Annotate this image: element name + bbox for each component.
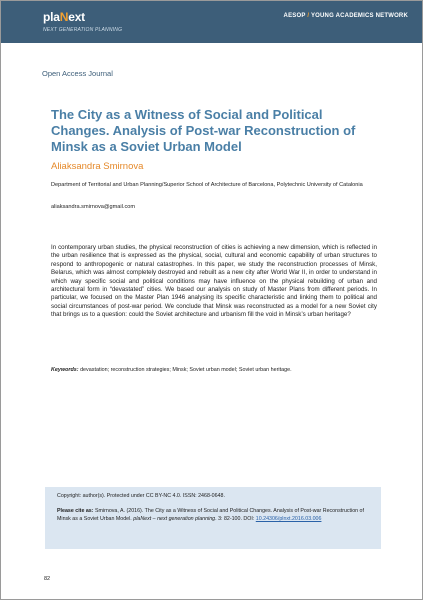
author-affiliation: Department of Territorial and Urban Planning/Superior School of Architecture of Barcelona, Polytechnic University of Catalonia	[51, 182, 363, 188]
author-email[interactable]: aliaksandra.smirnova@gmail.com	[51, 204, 136, 210]
network-separator: /	[305, 13, 311, 19]
journal-tagline: NEXT GENERATION PLANNING	[43, 27, 123, 33]
abstract: In contemporary urban studies, the physical reconstruction of cities is achieving a new dimension, which is reflected in the urban resilience that is expressed as the physical, social, cultural and economic capability of urban structures to respond to anthropogenic or natural catastrophes. In this paper, we study the reconstruction processes of Minsk, Belarus, which was almost completely destroyed and rebuilt as a new city after World War II, in order to understand in which way specific social and political conditions may have influence on the physical rebuilding of urban and architectural form in “devastated” cities. We based our analysis on study of Master Plans from different periods. In particular, we focused on the Master Plan 1946 analysing its specific characteristic and linking them to political and social circumstances of post-war period. We conclude that Minsk was reconstructed as a model for a new Soviet city that brings us to a question: could the Soviet architecture and urbanism fill the void in Minsk’s urban heritage?	[51, 244, 377, 319]
citation-box	[45, 487, 381, 549]
author-name: Aliaksandra Smirnova	[51, 161, 144, 172]
open-access-label: Open Access Journal	[42, 69, 113, 78]
network-prefix: AESOP	[283, 13, 306, 19]
citation-text	[57, 507, 373, 523]
copyright-notice: Copyright: author(s). Protected under CC BY-NC 4.0. ISSN: 2468-0648.	[57, 493, 225, 499]
cite-text-part1: Smirnova, A. (2016). The City as a Witness of Social and Political Changes. Analysis of Post-war Reconstruction of Minsk as a Soviet Urban Model.	[57, 508, 364, 522]
journal-header	[1, 1, 422, 43]
cite-journal-name: plaNext – next generation planning	[133, 516, 216, 522]
logo-suffix: ext	[68, 10, 85, 24]
page-number: 82	[44, 576, 51, 582]
logo-prefix: pla	[43, 10, 60, 24]
logo-accent: N	[59, 10, 69, 24]
journal-logo	[43, 10, 85, 24]
doi-link[interactable]: 10.24306/plnxt.2016.03.006	[255, 516, 322, 522]
keywords-label: Keywords:	[51, 367, 79, 373]
network-suffix: YOUNG ACADEMICS NETWORK	[310, 13, 408, 19]
article-title: The City as a Witness of Social and Political Changes. Analysis of Post-war Reconstruction of Minsk as a Soviet Urban Model	[51, 107, 356, 154]
keywords-list: devastation; reconstruction strategies; Minsk; Soviet urban model; Soviet urban heritage.	[80, 367, 292, 373]
network-name	[284, 13, 408, 19]
cite-text-part2: . 3: 82-100. DOI:	[215, 516, 256, 522]
cite-label: Please cite as:	[57, 508, 94, 514]
keywords	[51, 367, 381, 373]
